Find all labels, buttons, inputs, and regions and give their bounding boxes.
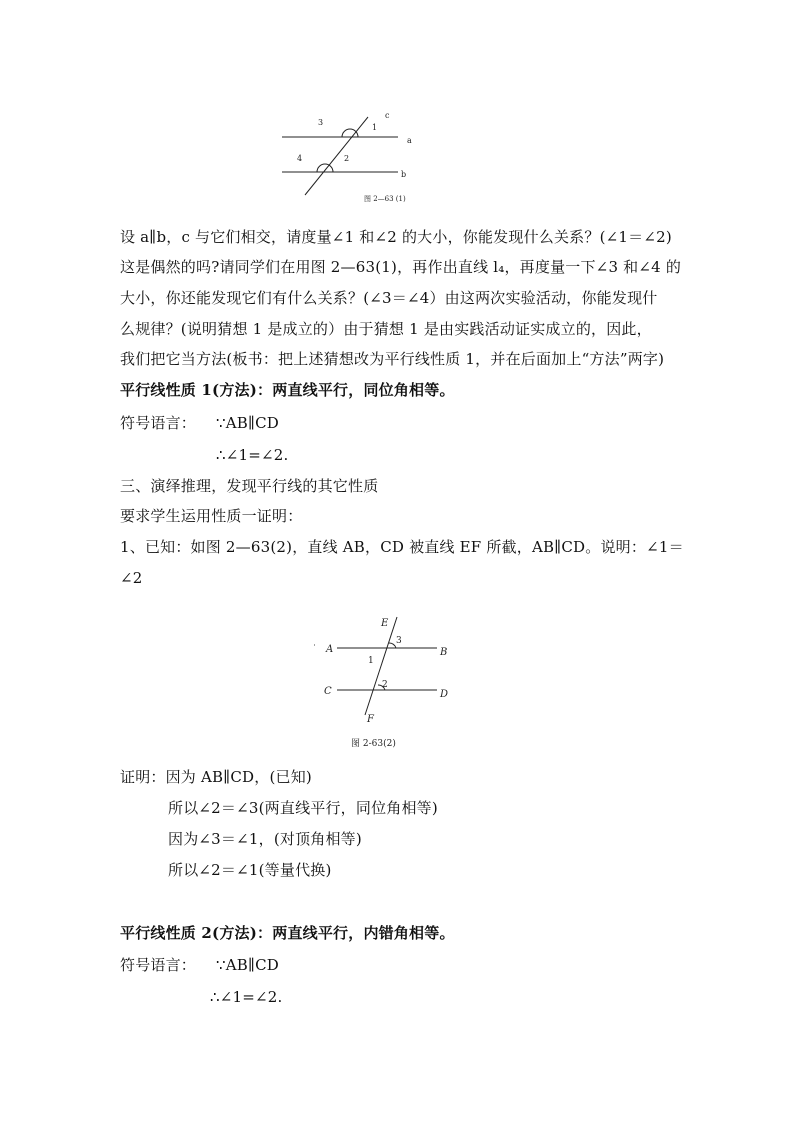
figure-2-diagram <box>305 612 465 757</box>
label-line-c: c <box>385 111 390 120</box>
proof-line-4: 所以∠2＝∠1(等量代换) <box>168 861 332 879</box>
figure-2-caption: 图 2-63(2) <box>351 739 396 749</box>
section-3-requirement: 要求学生运用性质一证明： <box>120 507 303 525</box>
paragraph-line-2: 这是偶然的吗?请同学们在用图 2—63(1)，再作出直线 l₄，再度量一下∠3 和∠4 的 <box>120 258 682 276</box>
label-line-a: a <box>407 136 412 145</box>
line-ef <box>365 617 397 715</box>
property-1-given: ∵AB∥CD <box>216 414 280 432</box>
label-angle-4: 4 <box>297 154 303 163</box>
figure-parallel-lines-2 <box>305 612 465 757</box>
property-1-conclusion: ∴∠1=∠2. <box>216 446 289 464</box>
label-line-b: b <box>401 170 407 179</box>
problem-line-1: 1、已知：如图 2—63(2)，直线 AB，CD 被直线 EF 所截，AB∥CD。说明：∠1＝ <box>120 538 684 556</box>
property-2-conclusion: ∴∠1=∠2. <box>210 988 283 1006</box>
label-point-d: D <box>440 689 449 700</box>
property-2-given: ∵AB∥CD <box>216 956 280 974</box>
paragraph-line-5: 我们把它当方法(板书：把上述猜想改为平行线性质 1，并在后面加上“方法”两字) <box>120 350 665 368</box>
paragraph-line-3: 大小，你还能发现它们有什么关系？(∠3＝∠4）由这两次实验活动，你能发现什 <box>120 289 658 307</box>
property-1-title: 平行线性质 1(方法)：两直线平行，同位角相等。 <box>120 381 455 399</box>
paragraph-line-4: 么规律？(说明猜想 1 是成立的）由于猜想 1 是由实践活动证实成立的，因此， <box>120 320 652 338</box>
label-point-b: B <box>440 647 448 658</box>
label-angle-1: 1 <box>372 123 378 132</box>
line-c <box>305 117 368 195</box>
figure-1-diagram <box>270 105 430 205</box>
problem-line-2: ∠2 <box>120 569 143 587</box>
arc-angle-3 <box>389 643 396 648</box>
figure-1-caption: 图 2—63 (1) <box>364 195 406 203</box>
proof-line-3: 因为∠3＝∠1，(对顶角相等) <box>168 830 362 848</box>
label-point-f: F <box>367 714 374 725</box>
section-3-heading: 三、演绎推理，发现平行线的其它性质 <box>120 477 379 495</box>
label-angle-3: 3 <box>396 636 402 646</box>
proof-line-2: 所以∠2＝∠3(两直线平行，同位角相等) <box>168 799 438 817</box>
label-angle-1: 1 <box>368 656 374 666</box>
property-2-title: 平行线性质 2(方法)：两直线平行，内错角相等。 <box>120 924 455 942</box>
label-angle-3: 3 <box>318 118 324 127</box>
label-point-c: C <box>324 686 332 697</box>
property-1-symbol-label: 符号语言： <box>120 414 197 432</box>
label-point-a: A <box>326 644 334 655</box>
property-2-symbol-label: 符号语言： <box>120 956 197 974</box>
figure-parallel-lines-1 <box>270 105 430 205</box>
paragraph-line-1: 设 a∥b，c 与它们相交，请度量∠1 和∠2 的大小，你能发现什么关系？(∠1＝∠2) <box>120 228 672 246</box>
proof-line-1: 证明：因为 AB∥CD，(已知) <box>120 768 312 786</box>
label-point-e: E <box>381 618 389 629</box>
label-angle-2: 2 <box>344 154 350 163</box>
label-angle-2: 2 <box>382 680 388 690</box>
